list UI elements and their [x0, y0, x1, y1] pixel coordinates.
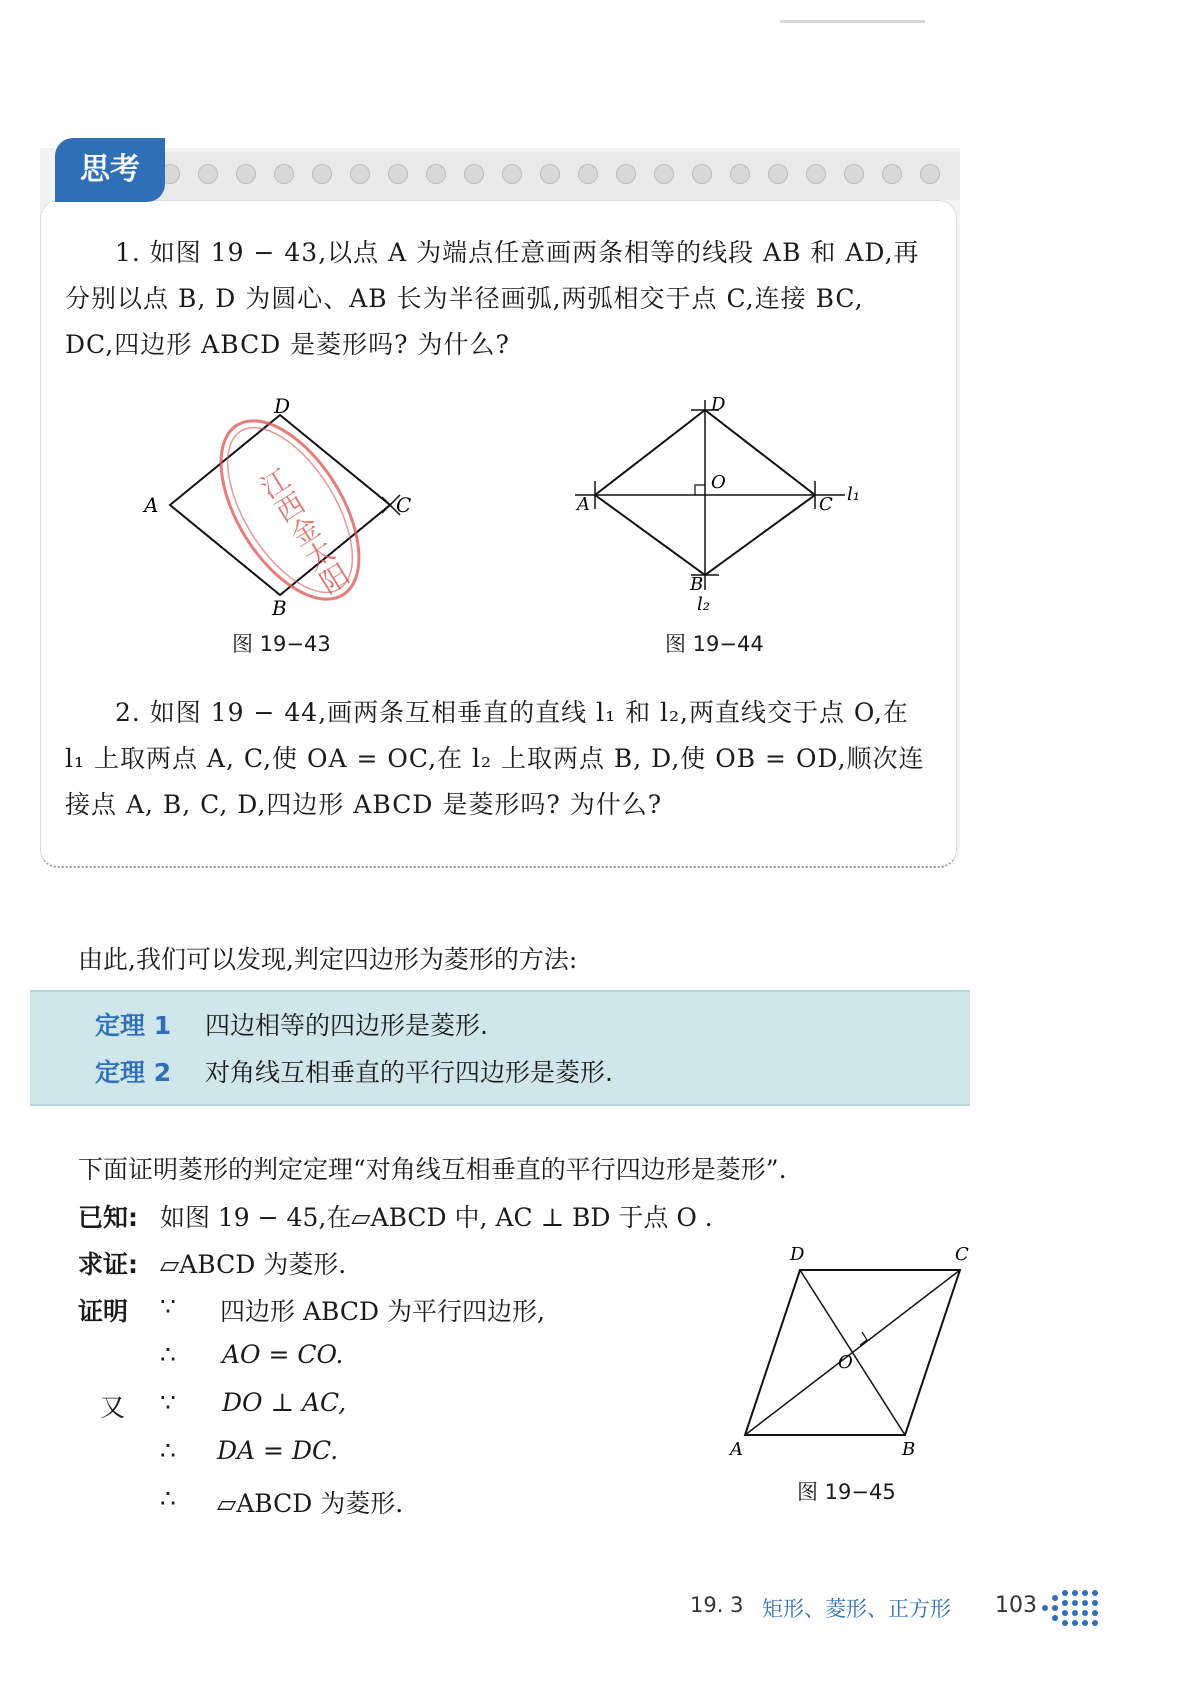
step-5-symbol: ∴ — [160, 1484, 176, 1513]
watermark-text: 江西金太阳 — [252, 463, 355, 600]
figure-19-43 — [130, 395, 450, 625]
step-3-prefix: 又 — [100, 1393, 126, 1422]
page-number: 103 — [995, 1593, 1037, 1618]
fig45-caption: 图 19−45 — [797, 1480, 896, 1504]
proof-lead: 下面证明菱形的判定定理“对角线互相垂直的平行四边形是菱形”. — [78, 1155, 787, 1184]
figure-19-45 — [720, 1240, 980, 1460]
theorem-1 — [95, 1006, 488, 1042]
step-4-symbol: ∴ — [160, 1436, 176, 1465]
q2-line-2: l₁ 上取两点 A, C,使 OA = OC,在 l₂ 上取两点 B, D,使 OB = OD,顺次连 — [65, 744, 925, 773]
footer-section-title: 矩形、菱形、正方形 — [762, 1597, 951, 1621]
given-line — [78, 1198, 713, 1234]
dot-grid-icon — [1040, 1588, 1110, 1628]
step-2-text: AO = CO. — [222, 1340, 344, 1369]
fig43-caption: 图 19−43 — [232, 632, 331, 656]
fig44-label-a: A — [577, 494, 590, 515]
fig45-label-a: A — [730, 1439, 743, 1460]
theorem-1-label: 定理 1 — [95, 1011, 172, 1040]
fig45-label-d: D — [790, 1244, 805, 1265]
figure-19-44 — [575, 395, 875, 625]
fig44-label-l2: l₂ — [697, 594, 710, 615]
step-4-text: DA = DC. — [217, 1436, 339, 1465]
prove-text: ▱ABCD 为菱形. — [159, 1250, 347, 1279]
right-angle-mark — [695, 485, 705, 495]
fig44-label-l1: l₁ — [847, 484, 860, 505]
step-3-symbol: ∵ — [160, 1388, 176, 1417]
q2-line-1: 2. 如图 19 − 44,画两条互相垂直的直线 l₁ 和 l₂,两直线交于点 O,在 — [115, 698, 909, 727]
step-2-symbol: ∴ — [160, 1340, 176, 1369]
fig44-caption: 图 19−44 — [665, 632, 764, 656]
given-text: 如图 19 − 45,在▱ABCD 中, AC ⊥ BD 于点 O . — [159, 1203, 713, 1232]
prove-line — [78, 1245, 346, 1281]
fig44-label-c: C — [819, 494, 833, 515]
step-3-text: DO ⊥ AC, — [222, 1388, 347, 1417]
theorem-2-text: 对角线互相垂直的平行四边形是菱形. — [205, 1058, 613, 1087]
fig44-label-b: B — [690, 574, 704, 595]
fig44-label-d: D — [711, 395, 726, 415]
fig45-label-c: C — [955, 1244, 969, 1265]
top-rule — [780, 20, 925, 23]
q1-line-3: DC,四边形 ABCD 是菱形吗? 为什么? — [65, 330, 510, 359]
fig45-label-o: O — [838, 1352, 853, 1373]
fig45-label-b: B — [902, 1439, 916, 1460]
theorem-2 — [95, 1053, 613, 1089]
fig43-label-b: B — [272, 596, 287, 620]
theorem-2-label: 定理 2 — [95, 1058, 172, 1087]
q1-line-2: 分别以点 B, D 为圆心、AB 长为半径画弧,两弧相交于点 C,连接 BC, — [65, 284, 864, 313]
theorem-1-text: 四边相等的四边形是菱形. — [205, 1011, 488, 1040]
step-1-text: 四边形 ABCD 为平行四边形, — [220, 1297, 545, 1326]
question-1 — [65, 230, 935, 368]
prove-label: 求证: — [78, 1250, 138, 1279]
fig43-label-c: C — [396, 493, 412, 517]
fig44-label-o: O — [711, 472, 726, 493]
q1-line-1: 1. 如图 19 − 43,以点 A 为端点任意画两条相等的线段 AB 和 AD,再 — [115, 238, 920, 267]
question-2 — [65, 690, 935, 828]
fig43-label-d: D — [274, 395, 291, 418]
binder-rings — [150, 152, 960, 200]
step-5-text: ▱ABCD 为菱形. — [217, 1489, 404, 1518]
q2-line-3: 接点 A, B, C, D,四边形 ABCD 是菱形吗? 为什么? — [65, 790, 663, 819]
step-1-symbol: ∵ — [160, 1292, 176, 1321]
think-tag: 思考 — [55, 138, 165, 202]
intro-text: 由此,我们可以发现,判定四边形为菱形的方法: — [78, 945, 578, 974]
given-label: 已知: — [78, 1203, 138, 1232]
proof-label: 证明 — [78, 1297, 129, 1326]
fig43-label-a: A — [144, 493, 159, 517]
footer-section-number: 19. 3 — [690, 1593, 744, 1617]
